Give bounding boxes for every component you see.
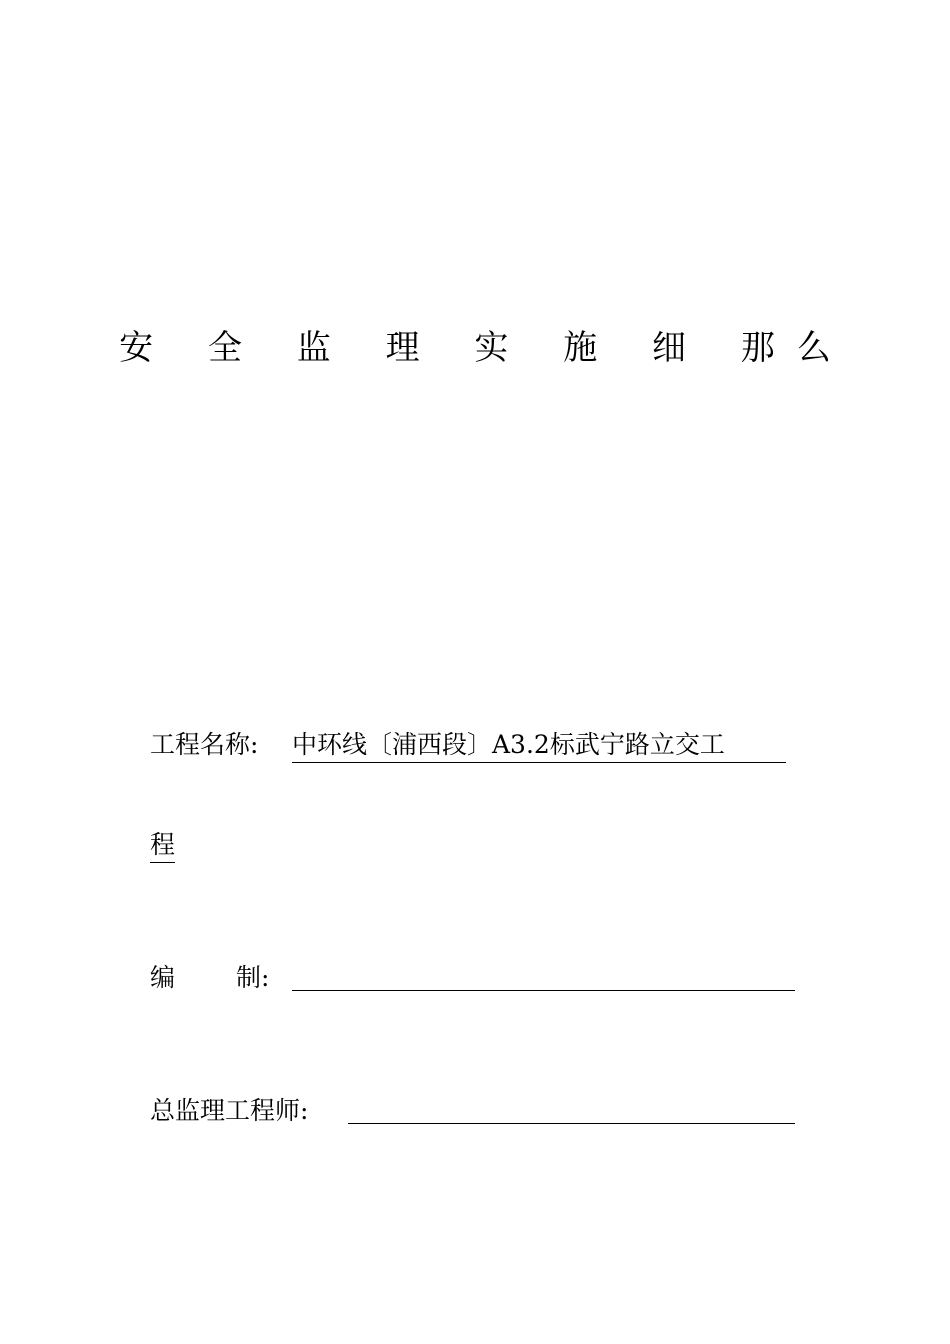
compiled-by-label-part2: 制: bbox=[236, 963, 270, 992]
project-name-label: 工程名称: bbox=[150, 730, 259, 759]
compiled-by-blank-line bbox=[292, 990, 795, 991]
project-name-value-line2: 程 bbox=[150, 828, 175, 863]
chief-supervisor-blank-line bbox=[348, 1123, 795, 1124]
compiled-by-label-part1: 编 bbox=[150, 963, 176, 992]
chief-supervisor-label: 总监理工程师: bbox=[150, 1096, 309, 1125]
project-name-value-line1: 中环线〔浦西段〕A3.2标武宁路立交工 bbox=[292, 728, 786, 763]
document-title: 安 全 监 理 实 施 细 那么 bbox=[119, 328, 853, 368]
